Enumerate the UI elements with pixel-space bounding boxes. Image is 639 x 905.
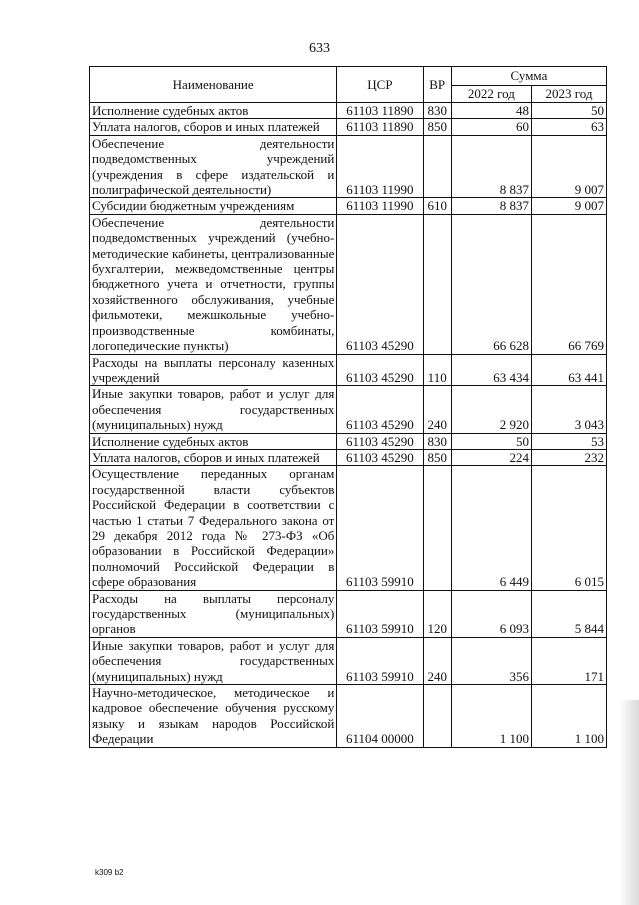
table-row [90, 135, 607, 198]
header-vr: ВР [423, 67, 451, 103]
cell-y2022: 6 093 [451, 590, 531, 637]
cell-name: Обеспечение деятельности подведомственных учреждений (учреждения в сфере издательской и полиграфической деятельности) [90, 135, 337, 198]
cell-name: Обеспечение деятельности подведомственных учреждений (учебно-методические кабинеты, централизованные бухгалтерии, межведомственные центры бюджетного учета и отчетности, группы хозяйственного обслуживания, учебные фильмотеки, межшкольные учебно-производственные комбинаты, логопедические пункты) [90, 214, 337, 354]
cell-y2022: 50 [451, 433, 531, 449]
table-row [90, 685, 607, 748]
table-row [90, 386, 607, 433]
cell-y2023: 53 [531, 433, 606, 449]
cell-y2022: 66 628 [451, 214, 531, 354]
cell-vr [423, 466, 451, 590]
table-row [90, 354, 607, 386]
header-csr: ЦСР [337, 67, 423, 103]
cell-y2022: 6 449 [451, 466, 531, 590]
cell-y2022: 48 [451, 103, 531, 119]
cell-y2022: 356 [451, 637, 531, 684]
budget-table [89, 66, 607, 748]
cell-y2022: 8 837 [451, 198, 531, 214]
cell-y2022: 224 [451, 449, 531, 465]
table-row [90, 590, 607, 637]
cell-name: Расходы на выплаты персоналу казенных учреждений [90, 354, 337, 386]
cell-csr: 61103 11990 [337, 135, 423, 198]
cell-vr: 830 [423, 103, 451, 119]
cell-y2022: 63 434 [451, 354, 531, 386]
cell-y2023: 1 100 [531, 685, 606, 748]
cell-csr: 61103 59910 [337, 466, 423, 590]
cell-name: Уплата налогов, сборов и иных платежей [90, 119, 337, 135]
cell-y2023: 171 [531, 637, 606, 684]
header-name: Наименование [90, 67, 337, 103]
cell-y2023: 5 844 [531, 590, 606, 637]
cell-vr [423, 214, 451, 354]
cell-vr: 850 [423, 449, 451, 465]
header-2023: 2023 год [531, 86, 606, 103]
cell-y2023: 63 441 [531, 354, 606, 386]
cell-csr: 61104 00000 [337, 685, 423, 748]
cell-csr: 61103 45290 [337, 449, 423, 465]
cell-y2022: 2 920 [451, 386, 531, 433]
cell-vr [423, 135, 451, 198]
cell-y2023: 9 007 [531, 135, 606, 198]
table-row [90, 103, 607, 119]
cell-csr: 61103 11890 [337, 103, 423, 119]
table-row [90, 637, 607, 684]
table-row [90, 214, 607, 354]
cell-csr: 61103 59910 [337, 590, 423, 637]
cell-name: Исполнение судебных актов [90, 433, 337, 449]
cell-vr: 120 [423, 590, 451, 637]
cell-vr [423, 685, 451, 748]
page-number: 633 [309, 41, 330, 56]
cell-name: Иные закупки товаров, работ и услуг для обеспечения государственных (муниципальных) нужд [90, 386, 337, 433]
cell-csr: 61103 59910 [337, 637, 423, 684]
cell-vr: 240 [423, 386, 451, 433]
header-2022: 2022 год [451, 86, 531, 103]
header-sum: Сумма [451, 67, 606, 86]
cell-y2023: 63 [531, 119, 606, 135]
footer-code: k309 b2 [95, 868, 124, 877]
cell-y2022: 1 100 [451, 685, 531, 748]
cell-name: Субсидии бюджетным учреждениям [90, 198, 337, 214]
cell-name: Уплата налогов, сборов и иных платежей [90, 449, 337, 465]
table-row [90, 449, 607, 465]
cell-y2023: 50 [531, 103, 606, 119]
cell-csr: 61103 45290 [337, 214, 423, 354]
cell-csr: 61103 11990 [337, 198, 423, 214]
table-body [90, 103, 607, 748]
cell-name: Осуществление переданных органам государственной власти субъектов Российской Федерации в соответствии с частью 1 статьи 7 Федерального закона от 29 декабря 2012 года № 273-ФЗ «Об образовании в Российской Федерации» полномочий Российской Федерации в сфере образования [90, 466, 337, 590]
cell-name: Исполнение судебных актов [90, 103, 337, 119]
cell-y2023: 6 015 [531, 466, 606, 590]
cell-csr: 61103 45290 [337, 354, 423, 386]
table-row [90, 198, 607, 214]
cell-name: Научно-методическое, методическое и кадровое обеспечение обучения русскому языку и языкам народов Российской Федерации [90, 685, 337, 748]
cell-vr: 610 [423, 198, 451, 214]
cell-y2023: 232 [531, 449, 606, 465]
cell-csr: 61103 45290 [337, 433, 423, 449]
cell-vr: 850 [423, 119, 451, 135]
cell-vr: 240 [423, 637, 451, 684]
cell-y2023: 9 007 [531, 198, 606, 214]
cell-y2023: 3 043 [531, 386, 606, 433]
cell-csr: 61103 11890 [337, 119, 423, 135]
cell-y2022: 8 837 [451, 135, 531, 198]
table-row [90, 466, 607, 590]
cell-csr: 61103 45290 [337, 386, 423, 433]
cell-y2023: 66 769 [531, 214, 606, 354]
cell-name: Иные закупки товаров, работ и услуг для обеспечения государственных (муниципальных) нужд [90, 637, 337, 684]
cell-vr: 110 [423, 354, 451, 386]
table-row [90, 433, 607, 449]
table-row [90, 119, 607, 135]
cell-vr: 830 [423, 433, 451, 449]
cell-name: Расходы на выплаты персоналу государственных (муниципальных) органов [90, 590, 337, 637]
scan-edge-shadow [619, 700, 639, 905]
cell-y2022: 60 [451, 119, 531, 135]
